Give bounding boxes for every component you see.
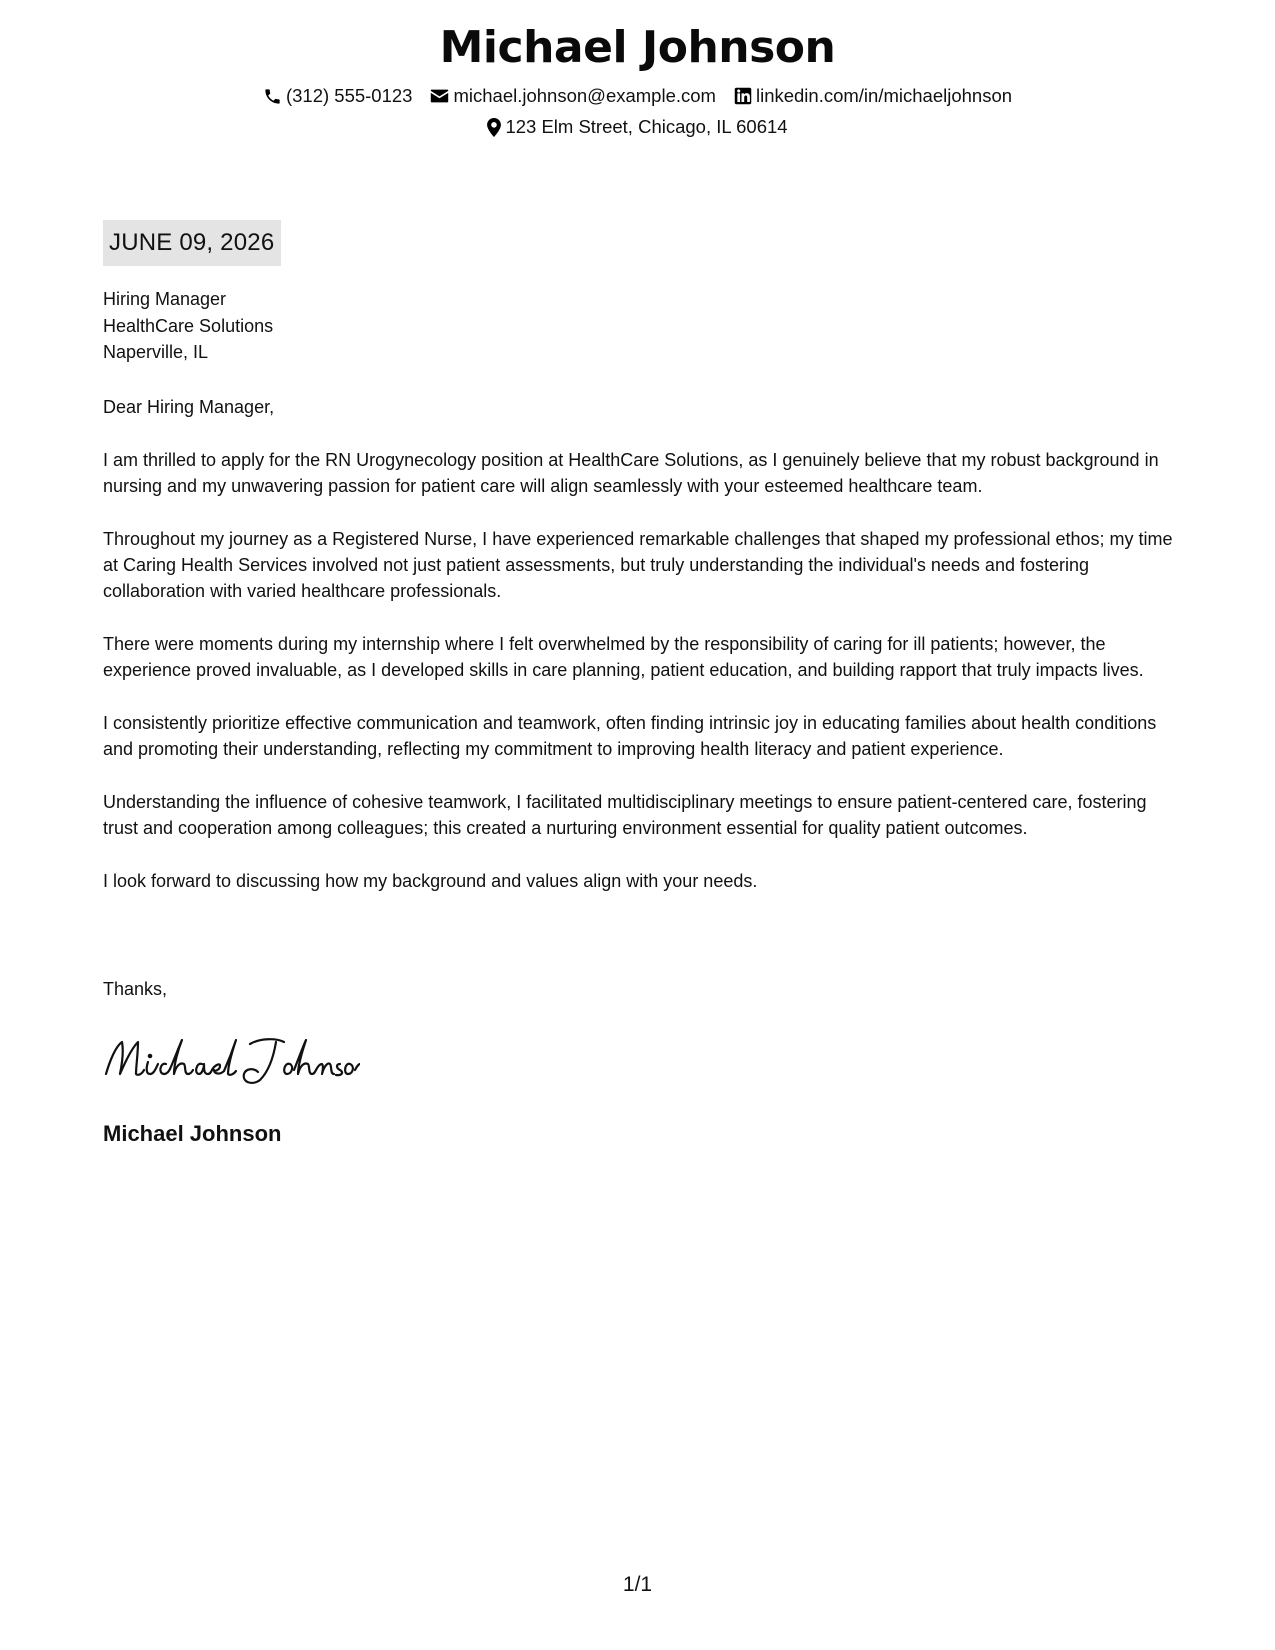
linkedin-contact[interactable] [734, 84, 1012, 108]
email-contact[interactable] [430, 84, 716, 108]
phone-contact [263, 84, 413, 108]
linkedin-icon [734, 87, 752, 105]
handwritten-signature [100, 1030, 360, 1095]
salutation: Dear Hiring Manager, [103, 397, 275, 417]
recipient-company: HealthCare Solutions [103, 315, 274, 336]
recipient-location: Naperville, IL [103, 342, 209, 362]
paragraph: There were moments during my internship where I felt overwhelmed by the responsibility of caring for ill patients; however, the experience proved invaluable, as I developed skills in care planning, patient education, and building rapport that truly impacts lives. [103, 634, 1144, 680]
letter-header [0, 20, 1275, 139]
paragraph: Understanding the influence of cohesive teamwork, I facilitated multidisciplinary meetings to ensure patient-centered care, fostering trust and cooperation among colleagues; this created a nurturing environment essential for quality patient outcomes. [103, 792, 1147, 838]
recipient-block [103, 286, 273, 366]
paragraph: I look forward to discussing how my background and values align with your needs. [103, 871, 758, 891]
map-pin-icon [487, 118, 501, 137]
paragraph: Throughout my journey as a Registered Nurse, I have experienced remarkable challenges that shaped my professional ethos; my time at Caring Health Services involved not just patient assessments, but truly understanding the individual's needs and fostering collaboration with varied healthcare professionals. [103, 529, 1173, 601]
closing: Thanks, [103, 979, 168, 999]
letter-body [103, 394, 1183, 921]
signer-name: Michael Johnson [103, 1121, 282, 1146]
envelope-icon [430, 88, 449, 104]
applicant-name: Michael Johnson [439, 22, 836, 73]
letter-date: JUNE 09, 2026 [103, 220, 281, 266]
phone-icon [263, 87, 282, 106]
email-address[interactable]: michael.johnson@example.com [453, 85, 716, 106]
linkedin-url[interactable]: linkedin.com/in/michaeljohnson [755, 85, 1013, 106]
paragraph: I consistently prioritize effective communication and teamwork, often finding intrinsic joy in educating families about health conditions and promoting their understanding, reflecting my commitment to improving health literacy and patient experience. [103, 713, 1157, 759]
address-contact [487, 115, 787, 139]
address-row [0, 115, 1275, 139]
contact-row [0, 84, 1275, 108]
street-address: 123 Elm Street, Chicago, IL 60614 [505, 116, 788, 137]
phone-number: (312) 555-0123 [285, 85, 413, 106]
recipient-title: Hiring Manager [103, 289, 227, 309]
page-number: 1/1 [622, 1573, 653, 1596]
paragraph: I am thrilled to apply for the RN Urogynecology position at HealthCare Solutions, as I genuinely believe that my robust background in nursing and my unwavering passion for patient care will align seamlessly with your esteemed healthcare team. [103, 450, 1159, 496]
